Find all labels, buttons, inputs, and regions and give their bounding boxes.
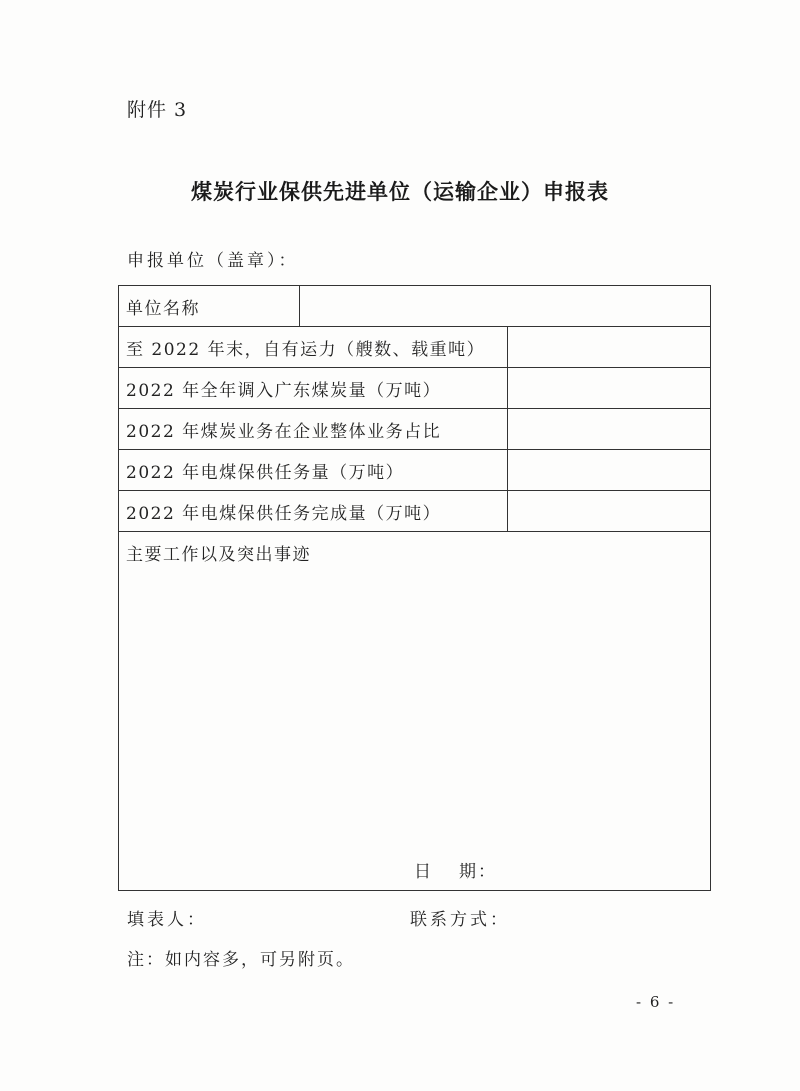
supply-completion-field[interactable] — [508, 491, 711, 532]
attachment-label: 附件 3 — [127, 99, 188, 121]
coal-business-share-field[interactable] — [508, 409, 711, 450]
page-title: 煤炭行业保供先进单位（运输企业）申报表 — [191, 180, 609, 204]
unit-name-label: 单位名称 — [119, 286, 300, 327]
form-row — [119, 491, 711, 532]
note-text: 注：如内容多，可另附页。 — [127, 950, 355, 970]
supply-task-field[interactable] — [508, 450, 711, 491]
main-work-label: 主要工作以及突出事迹 — [126, 545, 311, 565]
fleet-capacity-label: 至 2022 年末，自有运力（艘数、载重吨） — [119, 327, 508, 368]
main-work-row — [119, 532, 711, 891]
form-row — [119, 327, 711, 368]
application-form-table — [118, 285, 711, 891]
date-label — [414, 857, 497, 882]
unit-name-row — [119, 286, 711, 327]
coal-import-label: 2022 年全年调入广东煤炭量（万吨） — [119, 368, 508, 409]
unit-name-field[interactable] — [300, 286, 711, 327]
contact-label: 联系方式： — [410, 910, 510, 930]
date-label-part-2: 期： — [459, 862, 497, 882]
page-number: - 6 - — [636, 993, 676, 1011]
date-label-part-1: 日 — [414, 862, 433, 882]
supply-completion-label: 2022 年电煤保供任务完成量（万吨） — [119, 491, 508, 532]
supply-task-label: 2022 年电煤保供任务量（万吨） — [119, 450, 508, 491]
coal-business-share-label: 2022 年煤炭业务在企业整体业务占比 — [119, 409, 508, 450]
form-row — [119, 409, 711, 450]
main-work-field[interactable] — [119, 532, 711, 891]
applicant-label: 申报单位（盖章）： — [127, 251, 299, 271]
form-row — [119, 450, 711, 491]
fleet-capacity-field[interactable] — [508, 327, 711, 368]
coal-import-field[interactable] — [508, 368, 711, 409]
filler-label: 填表人： — [127, 910, 207, 930]
form-row — [119, 368, 711, 409]
